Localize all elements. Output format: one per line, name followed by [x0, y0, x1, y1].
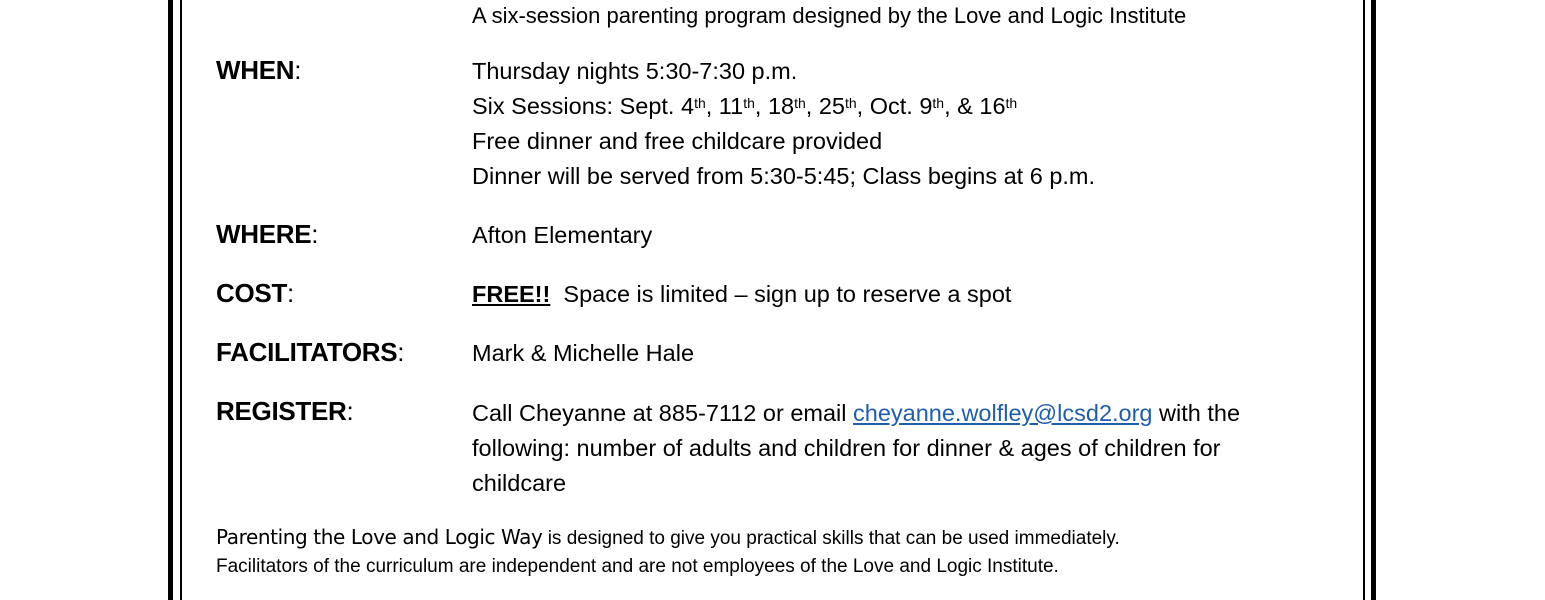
register-with-the: with the	[1152, 400, 1241, 426]
register-line-1	[472, 396, 1240, 431]
facilitators-label: FACILITATORS:	[216, 337, 405, 367]
right-border-inner	[1363, 0, 1365, 600]
ordinal-suffix: th	[694, 95, 706, 111]
session-date: , 25	[805, 93, 845, 119]
session-date: , 11	[705, 93, 744, 119]
footer-line-1	[216, 523, 1120, 553]
right-border-outer	[1371, 0, 1376, 600]
session-date: , Oct. 9	[856, 93, 933, 119]
when-details	[472, 54, 1095, 194]
left-border-inner	[180, 0, 182, 600]
register-call-text: Call Cheyanne at 885-7112 or email	[472, 400, 854, 426]
footer-line-1-rest: is designed to give you practical skills that can be used immediately.	[542, 528, 1120, 549]
register-email-link[interactable]: cheyanne.wolfley@lcsd2.org	[853, 400, 1153, 426]
when-time: Thursday nights 5:30-7:30 p.m.	[472, 58, 798, 84]
footer-line-2: Facilitators of the curriculum are independent and are not employees of the Love and Logic Institute.	[216, 556, 1059, 577]
register-line-2: following: number of adults and children for dinner & ages of children for	[472, 435, 1221, 461]
ordinal-suffix: th	[932, 95, 945, 111]
register-label: REGISTER:	[216, 396, 354, 426]
when-label: WHEN:	[216, 55, 302, 85]
register-line-3: childcare	[472, 470, 567, 496]
cost-note: Space is limited – sign up to reserve a spot	[563, 281, 1012, 307]
sessions-prefix: Six Sessions: Sept. 4	[472, 93, 695, 119]
where-value: Afton Elementary	[472, 222, 653, 248]
program-subtitle: A six-session parenting program designed by the Love and Logic Institute	[472, 3, 1187, 28]
session-date: , 18	[754, 93, 795, 119]
facilitators-value: Mark & Michelle Hale	[472, 340, 695, 366]
when-free-dinner: Free dinner and free childcare provided	[472, 128, 883, 154]
ordinal-suffix: th	[794, 95, 806, 111]
cost-value	[472, 277, 1011, 312]
when-dinner-time: Dinner will be served from 5:30-5:45; Class begins at 6 p.m.	[472, 163, 1096, 189]
program-name: Parenting the Love and Logic Way	[216, 525, 543, 549]
register-details	[472, 396, 1240, 501]
ordinal-suffix: th	[844, 95, 857, 111]
when-sessions	[472, 89, 1095, 124]
cost-label: COST:	[216, 278, 294, 308]
session-date: , & 16	[944, 93, 1006, 119]
left-border-outer	[168, 0, 173, 600]
where-label: WHERE:	[216, 219, 319, 249]
ordinal-suffix: th	[743, 95, 755, 111]
free-text: FREE!!	[472, 281, 551, 307]
ordinal-suffix: th	[1005, 95, 1018, 111]
